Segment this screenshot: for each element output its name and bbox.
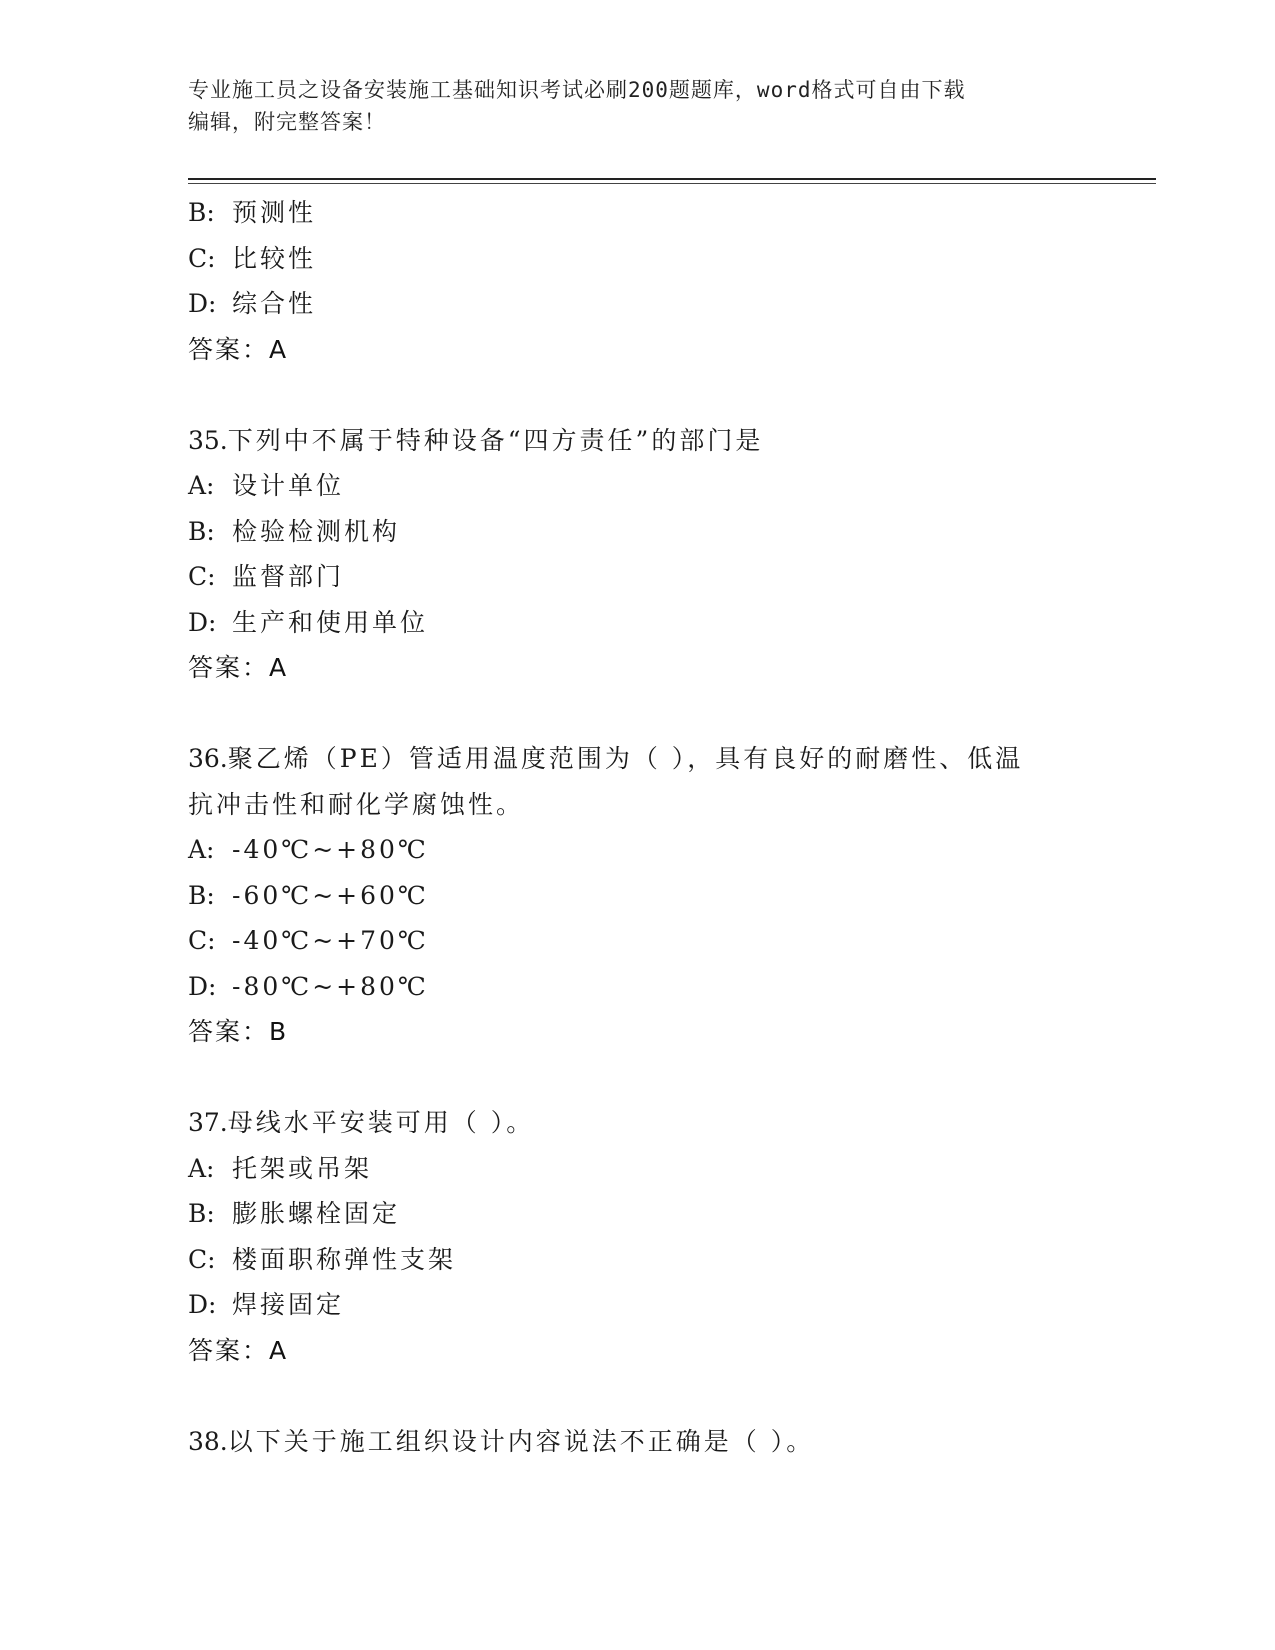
option-text: 楼面职称弹性支架 — [232, 1244, 457, 1274]
option-text: 设计单位 — [232, 471, 345, 500]
option-label: A: — [188, 471, 215, 500]
option-text: 焊接固定 — [232, 1290, 345, 1319]
option-b — [188, 1191, 1088, 1237]
header-title-line-1: 专业施工员之设备安装施工基础知识考试必刷200题题库，word格式可自由下载 — [188, 78, 966, 102]
question-number: 36. — [188, 744, 228, 773]
option-d — [188, 281, 1088, 327]
option-text: -60℃~+60℃ — [232, 880, 429, 910]
answer-line: 答案：A — [188, 334, 289, 364]
question-block-34 — [188, 190, 1088, 372]
question-stem — [188, 1419, 1088, 1465]
question-block-35 — [188, 418, 1088, 691]
question-stem — [188, 736, 1088, 782]
option-label: C: — [188, 1244, 216, 1274]
spacer — [188, 1055, 1088, 1101]
option-c — [188, 236, 1088, 282]
option-text: 监督部门 — [232, 562, 345, 591]
option-label: D: — [188, 1290, 217, 1319]
spacer — [188, 691, 1088, 737]
document-header — [188, 74, 1088, 138]
option-b — [188, 873, 1088, 919]
option-c — [188, 554, 1088, 600]
option-text: -40℃~+80℃ — [232, 835, 429, 864]
option-d — [188, 600, 1088, 646]
question-block-36 — [188, 736, 1088, 1055]
option-label: C: — [188, 562, 216, 591]
option-c — [188, 918, 1088, 964]
question-number: 35. — [188, 425, 228, 455]
option-label: A: — [188, 1153, 215, 1183]
question-block-37 — [188, 1100, 1088, 1373]
option-text: -80℃~+80℃ — [232, 971, 429, 1001]
question-stem — [188, 1100, 1088, 1146]
option-label: D: — [188, 971, 217, 1001]
option-text: 检验检测机构 — [232, 516, 401, 546]
question-text: 母线水平安装可用（ ）。 — [227, 1108, 535, 1137]
question-list — [188, 190, 1088, 1464]
option-text: 生产和使用单位 — [232, 607, 429, 637]
option-text: -40℃~+70℃ — [232, 926, 429, 955]
option-text: 综合性 — [232, 289, 317, 318]
option-label: B: — [188, 516, 215, 546]
question-text: 抗冲击性和耐化学腐蚀性。 — [188, 789, 525, 819]
answer-line: 答案：A — [188, 1335, 289, 1365]
option-b — [188, 190, 1088, 236]
header-divider-thin — [188, 183, 1156, 184]
option-label: B: — [188, 1199, 215, 1228]
question-block-38 — [188, 1419, 1088, 1465]
spacer — [188, 372, 1088, 418]
option-label: C: — [188, 926, 216, 955]
option-label: D: — [188, 289, 217, 318]
option-label: A: — [188, 835, 215, 864]
option-d — [188, 1282, 1088, 1328]
question-number: 38. — [188, 1426, 228, 1456]
question-text: 下列中不属于特种设备“四方责任”的部门是 — [227, 425, 764, 455]
spacer — [188, 1373, 1088, 1419]
option-label: B: — [188, 198, 215, 227]
option-label: C: — [188, 243, 216, 273]
option-text: 托架或吊架 — [232, 1153, 373, 1183]
option-d — [188, 964, 1088, 1010]
option-b — [188, 509, 1088, 555]
question-number: 37. — [188, 1108, 228, 1137]
header-divider-thick — [188, 178, 1156, 180]
option-text: 膨胀螺栓固定 — [232, 1199, 401, 1228]
option-label: D: — [188, 607, 217, 637]
option-a — [188, 1146, 1088, 1192]
option-c — [188, 1237, 1088, 1283]
answer-line: 答案：A — [188, 653, 289, 682]
option-a — [188, 827, 1088, 873]
question-stem — [188, 418, 1088, 464]
answer-line: 答案：B — [188, 1017, 289, 1046]
option-text: 预测性 — [232, 198, 317, 227]
header-title-line-2: 编辑，附完整答案！ — [188, 110, 386, 134]
option-label: B: — [188, 880, 215, 910]
option-a — [188, 463, 1088, 509]
question-text: 以下关于施工组织设计内容说法不正确是（ ）。 — [227, 1426, 815, 1456]
option-text: 比较性 — [232, 243, 317, 273]
question-text: 聚乙烯（PE）管适用温度范围为（ ），具有良好的耐磨性、低温 — [227, 744, 1024, 773]
question-stem-continued — [188, 782, 1088, 828]
